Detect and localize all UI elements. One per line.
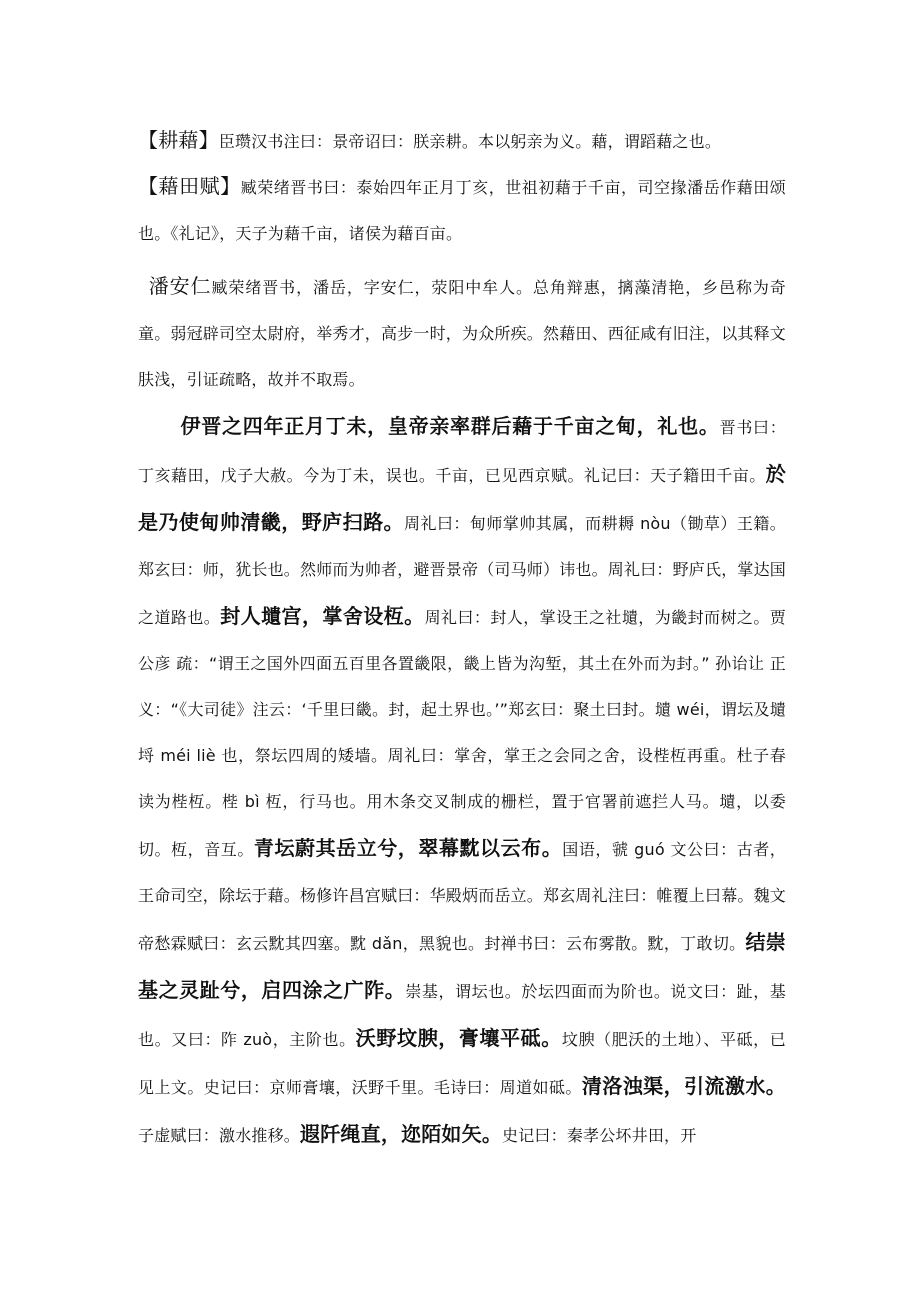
entry-heading-jitianfu: 【藉田赋】	[138, 174, 241, 198]
commentary-3: 周礼曰：封人，掌设王之社壝，为畿封而树之。贾公彦 疏：“谓王之国外四面五百里各置畿限，畿上皆为沟堑，其土在外而为封。” 孙诒让 正义：“《大司徒》注云：‘千里曰畿。封，起土界也。’”郑玄曰：聚土曰封。壝 wéi，谓坛及壝埒 méi liè 也，祭坛四周的矮墙。周礼曰：掌舍，掌王之会同之舍，设梐枑再重。杜子春读为梐枑。梐 bì 枑，行马也。用木条交叉制成的栅栏，置于官署前遮拦人马。壝，以委切。枑，音互。	[138, 608, 786, 859]
main-sentence-3: 封人壝宫，掌舍设枑。	[220, 604, 425, 628]
commentary-8: 史记曰：秦孝公坏井田，开	[502, 1126, 697, 1145]
main-sentence-8: 遐阡绳直，迩陌如矢。	[300, 1122, 503, 1146]
commentary-4: 国语，虢 guó 文公曰：古者，王命司空，除坛于藉。杨修许昌宫赋曰：华殿炳而岳立。郑玄周礼注曰：帷覆上曰幕。魏文帝愁霖赋曰：玄云黕其四塞。黕 dǎn，黑貌也。封禅书曰：云布雾散。黕，丁敢切。	[138, 840, 787, 953]
commentary-7: 子虚赋曰：激水推移。	[138, 1126, 301, 1145]
main-sentence-4: 青坛蔚其岳立兮，翠幕黕以云布。	[253, 836, 563, 860]
main-sentence-5: 结崇基之灵趾兮，启四涂之广阼。	[138, 930, 786, 1002]
main-sentence-1: 伊晋之四年正月丁未，皇帝亲率群后藉于千亩之甸，礼也。	[180, 414, 720, 438]
main-sentence-6: 沃野坟腴，膏壤平砥。	[355, 1026, 562, 1050]
paragraph-jitianfu	[138, 163, 786, 257]
author-note: 臧荣绪晋书，潘岳，字安仁，荥阳中牟人。总角辩惠，摛藻清艳，乡邑称为奇童。弱冠辟司空太尉府，举秀才，高步一时，为众所疾。然藉田、西征咸有旧注，以其释文肤浅，引证疏略，故并不取焉。	[138, 278, 787, 389]
main-sentence-7: 清洛浊渠，引流激水。	[581, 1074, 787, 1098]
commentary-1: 晋书曰：丁亥藉田，戊子大赦。今为丁未，误也。千亩，已见西京赋。礼记曰：天子籍田千亩。	[138, 418, 786, 485]
paragraph-gengji	[138, 117, 786, 165]
entry-note-gengji: 臣瓒汉书注曰：景帝诏曰：朕亲耕。本以躬亲为义。藉，谓蹈藉之也。	[218, 132, 722, 151]
paragraph-author	[138, 263, 786, 403]
author-name: 潘安仁	[148, 274, 212, 298]
main-sentence-2: 於是乃使甸帅清畿，野庐扫路。	[138, 462, 786, 534]
entry-heading-gengji: 【耕藉】	[138, 128, 219, 152]
paragraph-main-text	[138, 403, 786, 1159]
commentary-6: 坟腴（肥沃的土地）、平砥，已见上文。史记曰：京师膏壤，沃野千里。毛诗曰：周道如砥。	[138, 1030, 786, 1097]
commentary-5: 崇基，谓坛也。於坛四面而为阶也。说文曰：趾，基也。又曰：阼 zuò，主阶也。	[138, 982, 786, 1049]
entry-note-jitianfu: 臧荣绪晋书曰：泰始四年正月丁亥，世祖初藉于千亩，司空掾潘岳作藉田颂也。《礼记》，天子为藉千亩，诸侯为藉百亩。	[138, 178, 787, 243]
commentary-2: 周礼曰：甸师掌帅其属，而耕耨 nòu（锄草）王籍。郑玄曰：师，犹长也。然师而为帅者，避晋景帝（司马师）讳也。周礼曰：野庐氏，掌达国之道路也。	[138, 514, 787, 627]
